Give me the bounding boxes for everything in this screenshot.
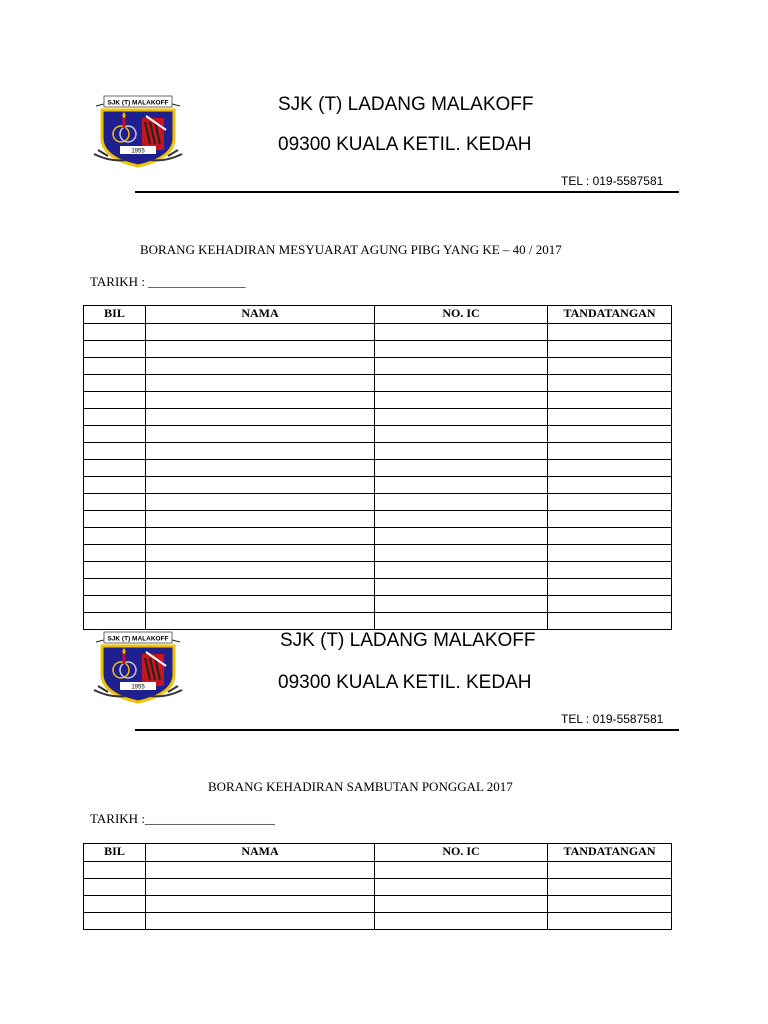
table-row — [84, 528, 672, 545]
cell-bil[interactable] — [84, 324, 146, 341]
table-row — [84, 460, 672, 477]
cell-tandatangan[interactable] — [548, 443, 672, 460]
table-row — [84, 409, 672, 426]
cell-nama[interactable] — [146, 613, 375, 630]
cell-nama[interactable] — [146, 426, 375, 443]
column-header-tandatangan: TANDATANGAN — [548, 844, 672, 862]
cell-tandatangan[interactable] — [548, 392, 672, 409]
cell-no-ic[interactable] — [375, 913, 548, 930]
table-row — [84, 477, 672, 494]
cell-no-ic[interactable] — [375, 862, 548, 879]
cell-bil[interactable] — [84, 613, 146, 630]
cell-bil[interactable] — [84, 341, 146, 358]
cell-tandatangan[interactable] — [548, 511, 672, 528]
cell-no-ic[interactable] — [375, 511, 548, 528]
table-row — [84, 896, 672, 913]
cell-bil[interactable] — [84, 426, 146, 443]
cell-bil[interactable] — [84, 494, 146, 511]
table-row — [84, 562, 672, 579]
cell-nama[interactable] — [146, 879, 375, 896]
cell-no-ic[interactable] — [375, 528, 548, 545]
cell-no-ic[interactable] — [375, 409, 548, 426]
table-row — [84, 443, 672, 460]
cell-no-ic[interactable] — [375, 579, 548, 596]
table-row — [84, 358, 672, 375]
cell-no-ic[interactable] — [375, 443, 548, 460]
cell-bil[interactable] — [84, 375, 146, 392]
cell-tandatangan[interactable] — [548, 528, 672, 545]
cell-no-ic[interactable] — [375, 426, 548, 443]
table-row — [84, 341, 672, 358]
school-tel: TEL : 019-5587581 — [561, 174, 664, 188]
cell-bil[interactable] — [84, 528, 146, 545]
cell-tandatangan[interactable] — [548, 477, 672, 494]
cell-nama[interactable] — [146, 443, 375, 460]
cell-tandatangan[interactable] — [548, 579, 672, 596]
cell-tandatangan[interactable] — [548, 494, 672, 511]
table-row — [84, 375, 672, 392]
cell-bil[interactable] — [84, 896, 146, 913]
cell-no-ic[interactable] — [375, 896, 548, 913]
column-header-bil: BIL — [84, 306, 146, 324]
cell-nama[interactable] — [146, 494, 375, 511]
cell-tandatangan[interactable] — [548, 562, 672, 579]
table-row — [84, 511, 672, 528]
attendance-table — [83, 843, 672, 930]
school-name: SJK (T) LADANG MALAKOFF — [280, 630, 536, 651]
cell-nama[interactable] — [146, 341, 375, 358]
cell-nama[interactable] — [146, 562, 375, 579]
school-logo — [90, 92, 186, 168]
cell-no-ic[interactable] — [375, 596, 548, 613]
table-row — [84, 579, 672, 596]
cell-bil[interactable] — [84, 562, 146, 579]
cell-nama[interactable] — [146, 913, 375, 930]
cell-no-ic[interactable] — [375, 341, 548, 358]
header-divider — [135, 191, 679, 193]
cell-bil[interactable] — [84, 511, 146, 528]
attendance-table — [83, 305, 672, 630]
cell-no-ic[interactable] — [375, 494, 548, 511]
cell-no-ic[interactable] — [375, 358, 548, 375]
cell-nama[interactable] — [146, 511, 375, 528]
school-address: 09300 KUALA KETIL. KEDAH — [278, 134, 532, 155]
cell-nama[interactable] — [146, 409, 375, 426]
cell-no-ic[interactable] — [375, 375, 548, 392]
table-row — [84, 862, 672, 879]
cell-no-ic[interactable] — [375, 324, 548, 341]
cell-nama[interactable] — [146, 596, 375, 613]
cell-nama[interactable] — [146, 862, 375, 879]
column-header-bil: BIL — [84, 844, 146, 862]
cell-tandatangan[interactable] — [548, 862, 672, 879]
form-title: BORANG KEHADIRAN MESYUARAT AGUNG PIBG YANG KE – 40 / 2017 — [140, 242, 562, 257]
cell-nama[interactable] — [146, 579, 375, 596]
column-header-tandatangan: TANDATANGAN — [548, 306, 672, 324]
cell-tandatangan[interactable] — [548, 358, 672, 375]
form-title: BORANG KEHADIRAN SAMBUTAN PONGGAL 2017 — [208, 779, 513, 794]
cell-no-ic[interactable] — [375, 477, 548, 494]
cell-bil[interactable] — [84, 913, 146, 930]
cell-bil[interactable] — [84, 358, 146, 375]
cell-no-ic[interactable] — [375, 460, 548, 477]
school-logo — [90, 628, 186, 704]
table-row — [84, 596, 672, 613]
cell-tandatangan[interactable] — [548, 460, 672, 477]
cell-bil[interactable] — [84, 862, 146, 879]
logo-year: 1955 — [131, 148, 145, 155]
cell-no-ic[interactable] — [375, 613, 548, 630]
table-row — [84, 392, 672, 409]
cell-bil[interactable] — [84, 879, 146, 896]
column-header-nama: NAMA — [146, 306, 375, 324]
table-row — [84, 613, 672, 630]
cell-no-ic[interactable] — [375, 392, 548, 409]
table-row — [84, 879, 672, 896]
date-line: TARIKH : _______________ — [90, 274, 246, 289]
column-header-no-ic: NO. IC — [375, 844, 548, 862]
header-divider — [135, 729, 679, 731]
cell-tandatangan[interactable] — [548, 545, 672, 562]
cell-bil[interactable] — [84, 579, 146, 596]
table-row — [84, 545, 672, 562]
cell-bil[interactable] — [84, 596, 146, 613]
cell-nama[interactable] — [146, 460, 375, 477]
cell-tandatangan[interactable] — [548, 613, 672, 630]
school-name: SJK (T) LADANG MALAKOFF — [278, 94, 534, 115]
cell-tandatangan[interactable] — [548, 596, 672, 613]
cell-bil[interactable] — [84, 477, 146, 494]
cell-nama[interactable] — [146, 392, 375, 409]
cell-tandatangan[interactable] — [548, 913, 672, 930]
table-row — [84, 494, 672, 511]
school-address: 09300 KUALA KETIL. KEDAH — [278, 672, 532, 693]
date-line: TARIKH :____________________ — [90, 811, 275, 826]
column-header-no-ic: NO. IC — [375, 306, 548, 324]
cell-nama[interactable] — [146, 375, 375, 392]
cell-tandatangan[interactable] — [548, 341, 672, 358]
table-row — [84, 324, 672, 341]
table-body — [84, 324, 672, 630]
cell-bil[interactable] — [84, 545, 146, 562]
cell-bil[interactable] — [84, 409, 146, 426]
cell-no-ic[interactable] — [375, 562, 548, 579]
cell-tandatangan[interactable] — [548, 879, 672, 896]
cell-tandatangan[interactable] — [548, 409, 672, 426]
cell-tandatangan[interactable] — [548, 324, 672, 341]
cell-bil[interactable] — [84, 443, 146, 460]
cell-bil[interactable] — [84, 460, 146, 477]
cell-nama[interactable] — [146, 896, 375, 913]
table-header-row — [84, 844, 672, 862]
school-tel: TEL : 019-5587581 — [561, 712, 664, 726]
cell-nama[interactable] — [146, 324, 375, 341]
cell-bil[interactable] — [84, 392, 146, 409]
logo-banner-text: SJK (T) MALAKOFF — [107, 635, 169, 643]
table-body — [84, 862, 672, 930]
cell-no-ic[interactable] — [375, 879, 548, 896]
cell-nama[interactable] — [146, 477, 375, 494]
table-row — [84, 426, 672, 443]
cell-no-ic[interactable] — [375, 545, 548, 562]
table-row — [84, 913, 672, 930]
cell-tandatangan[interactable] — [548, 896, 672, 913]
table-header-row — [84, 306, 672, 324]
column-header-nama: NAMA — [146, 844, 375, 862]
cell-nama[interactable] — [146, 528, 375, 545]
logo-banner-text: SJK (T) MALAKOFF — [107, 99, 169, 107]
cell-nama[interactable] — [146, 545, 375, 562]
cell-tandatangan[interactable] — [548, 375, 672, 392]
cell-tandatangan[interactable] — [548, 426, 672, 443]
logo-year: 1955 — [131, 684, 145, 691]
cell-nama[interactable] — [146, 358, 375, 375]
